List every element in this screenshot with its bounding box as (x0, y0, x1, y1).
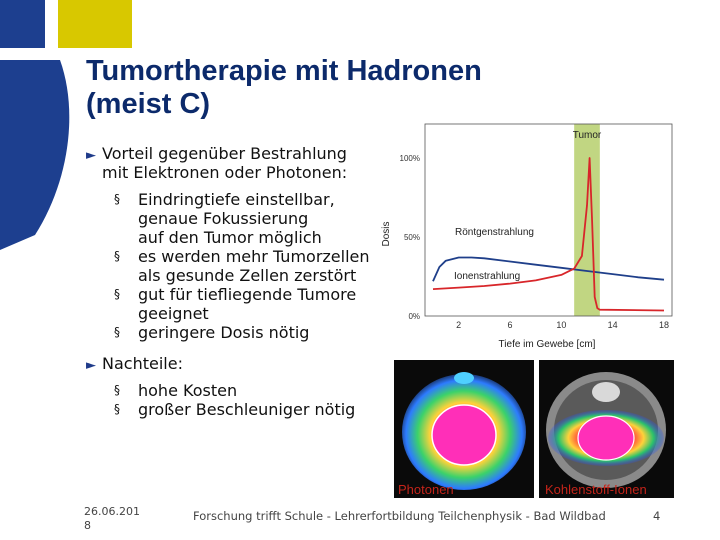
square-bullet-icon: § (114, 402, 120, 416)
square-bullet-icon: § (114, 249, 120, 263)
scan-label-photonen: Photonen (398, 482, 454, 497)
y-tick-label: 0% (408, 312, 420, 321)
square-bullet-icon: § (114, 383, 120, 397)
x-tick-label: 10 (556, 320, 567, 330)
y-tick-label: 100% (399, 154, 420, 163)
footer-date: 26.06.2018 (84, 505, 140, 532)
x-tick-label: 6 (507, 320, 513, 330)
y-axis-label: Dosis (381, 221, 392, 247)
tumor-band (574, 124, 600, 316)
nachteile-text: Nachteile: (102, 354, 183, 373)
title-line-1: Tumortherapie mit Hadronen (86, 55, 482, 87)
bullet-list (86, 144, 416, 419)
square-bullet-icon: § (114, 325, 120, 339)
sub-bullet: § es werden mehr Tumorzellen als gesunde Zellen zerstört (114, 247, 370, 285)
sub-bullet: § großer Beschleuniger nötig (114, 400, 356, 419)
logo-blue-square (0, 0, 45, 48)
slide-title (86, 55, 566, 121)
bullet-vorteil (86, 144, 416, 182)
x-tick-label: 18 (658, 320, 670, 330)
sub-bullet: § gut für tiefliegende Tumore geeignet (114, 285, 357, 323)
y-tick-label: 50% (403, 233, 420, 242)
x-tick-labels (456, 320, 669, 330)
tumor-label: Tumor (572, 130, 602, 141)
y-tick-labels (400, 154, 420, 321)
logo-blue-arc (0, 60, 69, 250)
series-label-ionen: Ionenstrahlung (454, 271, 521, 282)
title-line-2: (meist C) (86, 88, 211, 120)
square-bullet-icon: § (114, 192, 120, 206)
sub-bullet: § geringere Dosis nötig (114, 323, 310, 342)
sub-bullet: § hohe Kosten (114, 381, 238, 400)
bullet-nachteile (86, 354, 416, 375)
triangle-bullet-icon: ► (86, 148, 96, 163)
series-label-roentgen: Röntgenstrahlung (455, 227, 534, 238)
depth-dose-chart (375, 122, 675, 352)
page-number: 4 (653, 509, 661, 523)
triangle-bullet-icon: ► (86, 358, 96, 373)
square-bullet-icon: § (114, 287, 120, 301)
logo-yellow-square (58, 0, 132, 48)
x-tick-label: 2 (456, 320, 462, 330)
ct-scan-kohlenstoff (539, 360, 674, 498)
scan-label-kohlenstoff: Kohlenstoff-Ionen (545, 482, 647, 497)
vorteil-text: Vorteil gegenüber Bestrahlung mit Elektronen oder Photonen: (102, 144, 348, 182)
x-tick-label: 14 (607, 320, 618, 330)
ct-scan-photonen (394, 360, 534, 498)
footer-text: Forschung trifft Schule - Lehrerfortbildung Teilchenphysik - Bad Wildbad (193, 509, 606, 523)
sub-bullet: § Eindringtiefe einstellbar, genaue Fokussierung auf den Tumor möglich (114, 190, 335, 247)
x-axis-label: Tiefe im Gewebe [cm] (498, 339, 596, 350)
